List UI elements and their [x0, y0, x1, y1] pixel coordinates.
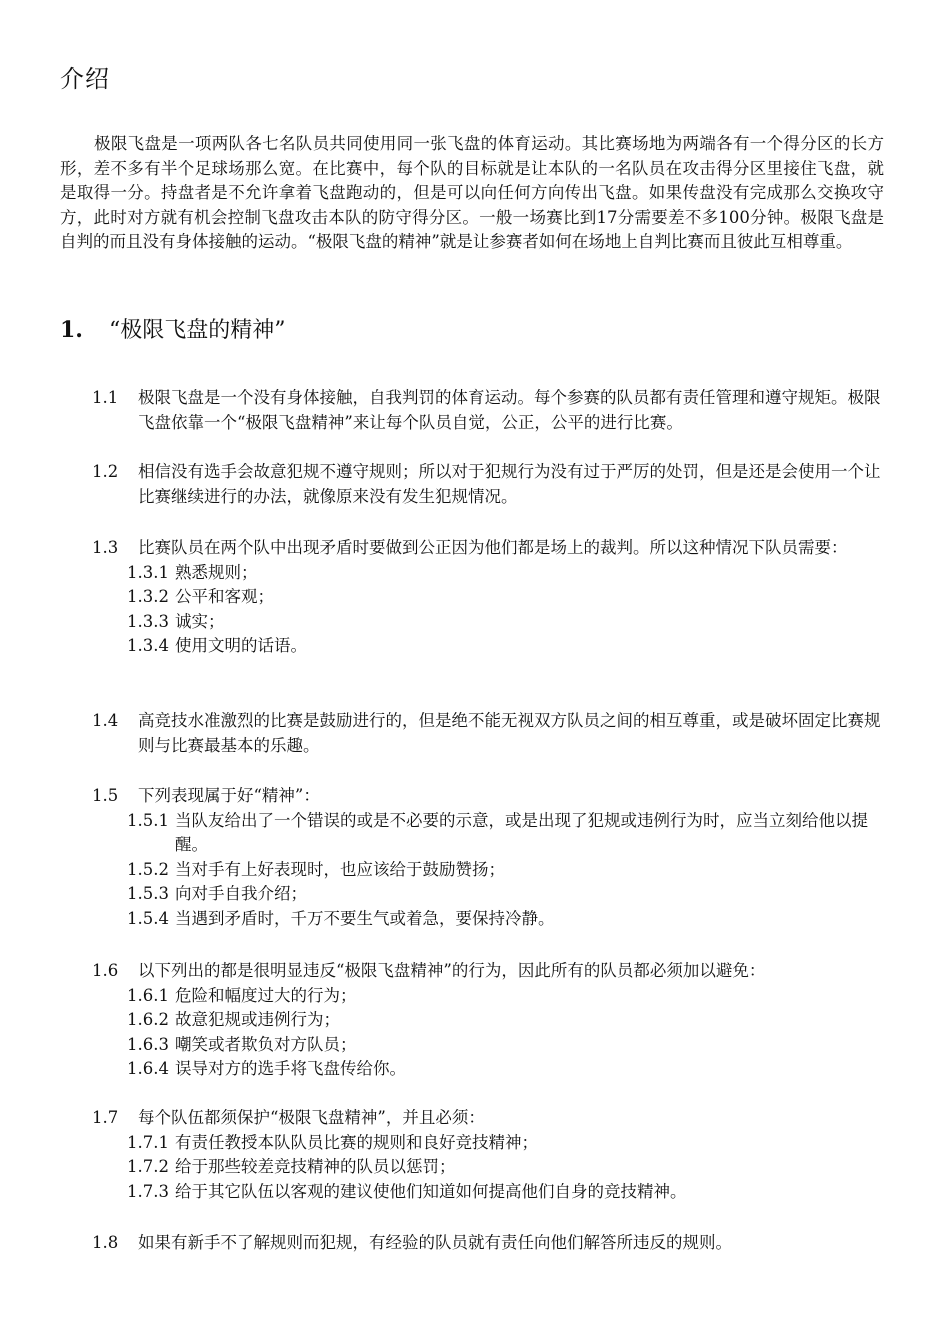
- subclause-item: [127, 1180, 882, 1205]
- subclause-text: 使用文明的话语。: [174, 636, 307, 655]
- subclause-text: 给于其它队伍以客观的建议使他们知道如何提高他们自身的竞技精神。: [174, 1181, 687, 1201]
- subclause-list: [127, 809, 882, 932]
- clause-text: 极限飞盘是一个没有身体接触，自我判罚的体育运动。每个参赛的队员都有责任管理和遵守规矩。极限飞盘依靠一个“极限飞盘精神”来让每个队员自觉，公正，公平的进行比赛。: [138, 388, 881, 432]
- subclause-item: [127, 1131, 882, 1156]
- clause-number: 1.6: [92, 961, 119, 980]
- subclause-text: 向对手自我介绍；: [174, 884, 307, 903]
- subclause-number: 1.7.2: [127, 1157, 169, 1176]
- clause-number: 1.3: [92, 538, 119, 557]
- subclause-text: 危险和幅度过大的行为；: [174, 985, 357, 1005]
- subclause-item: [127, 634, 882, 659]
- subclause-text: 当队友给出了一个错误的或是不必要的示意，或是出现了犯规或违例行为时，应当立刻给他以提醒。: [174, 810, 868, 854]
- subclause-list: [127, 1131, 882, 1205]
- subclause-list: [127, 561, 882, 659]
- subclause-text: 当遇到矛盾时，千万不要生气或着急，要保持冷静。: [174, 908, 555, 928]
- subclause-text: 嘲笑或者欺负对方队员；: [174, 1034, 357, 1054]
- subclause-number: 1.5.3: [127, 884, 169, 903]
- clause-text: 比赛队员在两个队中出现矛盾时要做到公正因为他们都是场上的裁判。所以这种情况下队员需要：: [138, 538, 848, 557]
- subclause-number: 1.3.2: [127, 587, 169, 606]
- clause-number: 1.5: [92, 786, 119, 805]
- subclause-item: [127, 984, 882, 1009]
- subclause-item: [127, 561, 882, 586]
- clause-number: 1.4: [92, 711, 119, 730]
- subclause-item: [127, 1155, 882, 1180]
- subclause-number: 1.6.4: [127, 1059, 169, 1078]
- subclause-text: 故意犯规或违例行为；: [174, 1010, 340, 1029]
- subclause-text: 有责任教授本队队员比赛的规则和良好竞技精神；: [174, 1132, 538, 1152]
- subclause-item: [127, 1033, 882, 1058]
- clause-text: 每个队伍都须保护“极限飞盘精神”，并且必须：: [138, 1108, 485, 1127]
- subclause-item: [127, 907, 882, 932]
- subclause-text: 熟悉规则；: [174, 562, 258, 582]
- section-heading: [60, 313, 285, 348]
- subclause-number: 1.7.3: [127, 1181, 169, 1201]
- clause-text: 如果有新手不了解规则而犯规，有经验的队员就有责任向他们解答所违反的规则。: [138, 1233, 732, 1252]
- subclause-item: [127, 1008, 882, 1033]
- clause-1-2: [92, 460, 882, 509]
- subclause-number: 1.5.4: [127, 908, 169, 928]
- clause-text: 下列表现属于好“精神”：: [138, 786, 320, 805]
- subclause-list: [127, 984, 882, 1082]
- section-title-text: “极限飞盘的精神”: [108, 318, 286, 343]
- clause-1-1: [92, 386, 882, 435]
- subclause-number: 1.5.1: [127, 810, 169, 830]
- subclause-number: 1.3.1: [127, 562, 169, 582]
- clause-text: 以下列出的都是很明显违反“极限飞盘精神”的行为，因此所有的队员都必须加以避免：: [138, 961, 766, 980]
- subclause-item: [127, 585, 882, 610]
- subclause-text: 误导对方的选手将飞盘传给你。: [174, 1059, 406, 1078]
- subclause-number: 1.3.4: [127, 636, 169, 655]
- subclause-number: 1.6.3: [127, 1034, 169, 1054]
- clause-1-6: [92, 959, 882, 1082]
- subclause-item: [127, 610, 882, 635]
- subclause-text: 给于那些较差竞技精神的队员以惩罚；: [174, 1157, 456, 1176]
- subclause-text: 公平和客观；: [174, 587, 274, 606]
- subclause-item: [127, 1057, 882, 1082]
- subclause-item: [127, 882, 882, 907]
- clause-text: 相信没有选手会故意犯规不遵守规则；所以对于犯规行为没有过于严厉的处罚，但是还是会使用一个让比赛继续进行的办法，就像原来没有发生犯规情况。: [138, 462, 881, 506]
- subclause-number: 1.7.1: [127, 1132, 169, 1152]
- clause-1-3: [92, 536, 882, 659]
- subclause-number: 1.5.2: [127, 859, 169, 879]
- clause-1-8: [92, 1231, 882, 1256]
- clause-number: 1.1: [92, 388, 119, 407]
- subclause-item: [127, 809, 882, 858]
- intro-paragraph: 极限飞盘是一项两队各七名队员共同使用同一张飞盘的体育运动。其比赛场地为两端各有一个得分区的长方形，差不多有半个足球场那么宽。在比赛中，每个队的目标就是让本队的一名队员在攻击得分区里接住飞盘，就是取得一分。持盘者是不允许拿着飞盘跑动的，但是可以向任何方向传出飞盘。如果传盘没有完成那么交换攻守方，此时对方就有机会控制飞盘攻击本队的防守得分区。一般一场赛比到17分需要差不多100分钟。极限飞盘是自判的而且没有身体接触的运动。“极限飞盘的精神”就是让参赛者如何在场地上自判比赛而且彼此互相尊重。: [60, 134, 884, 251]
- clause-1-4: [92, 709, 882, 758]
- subclause-number: 1.6.1: [127, 985, 169, 1005]
- section-number: 1.: [60, 317, 83, 343]
- clause-number: 1.7: [92, 1108, 119, 1127]
- subclause-text: 诚实；: [174, 611, 225, 631]
- clause-number: 1.2: [92, 462, 119, 481]
- subclause-item: [127, 858, 882, 883]
- subclause-number: 1.6.2: [127, 1010, 169, 1029]
- clause-1-5: [92, 784, 882, 931]
- clause-1-7: [92, 1106, 882, 1204]
- subclause-text: 当对手有上好表现时，也应该给于鼓励赞扬；: [174, 859, 505, 879]
- subclause-number: 1.3.3: [127, 611, 169, 631]
- clause-number: 1.8: [92, 1233, 119, 1252]
- clause-text: 高竞技水准激烈的比赛是鼓励进行的，但是绝不能无视双方队员之间的相互尊重，或是破坏固定比赛规则与比赛最基本的乐趣。: [138, 711, 881, 755]
- intro-heading: 介绍: [60, 65, 110, 93]
